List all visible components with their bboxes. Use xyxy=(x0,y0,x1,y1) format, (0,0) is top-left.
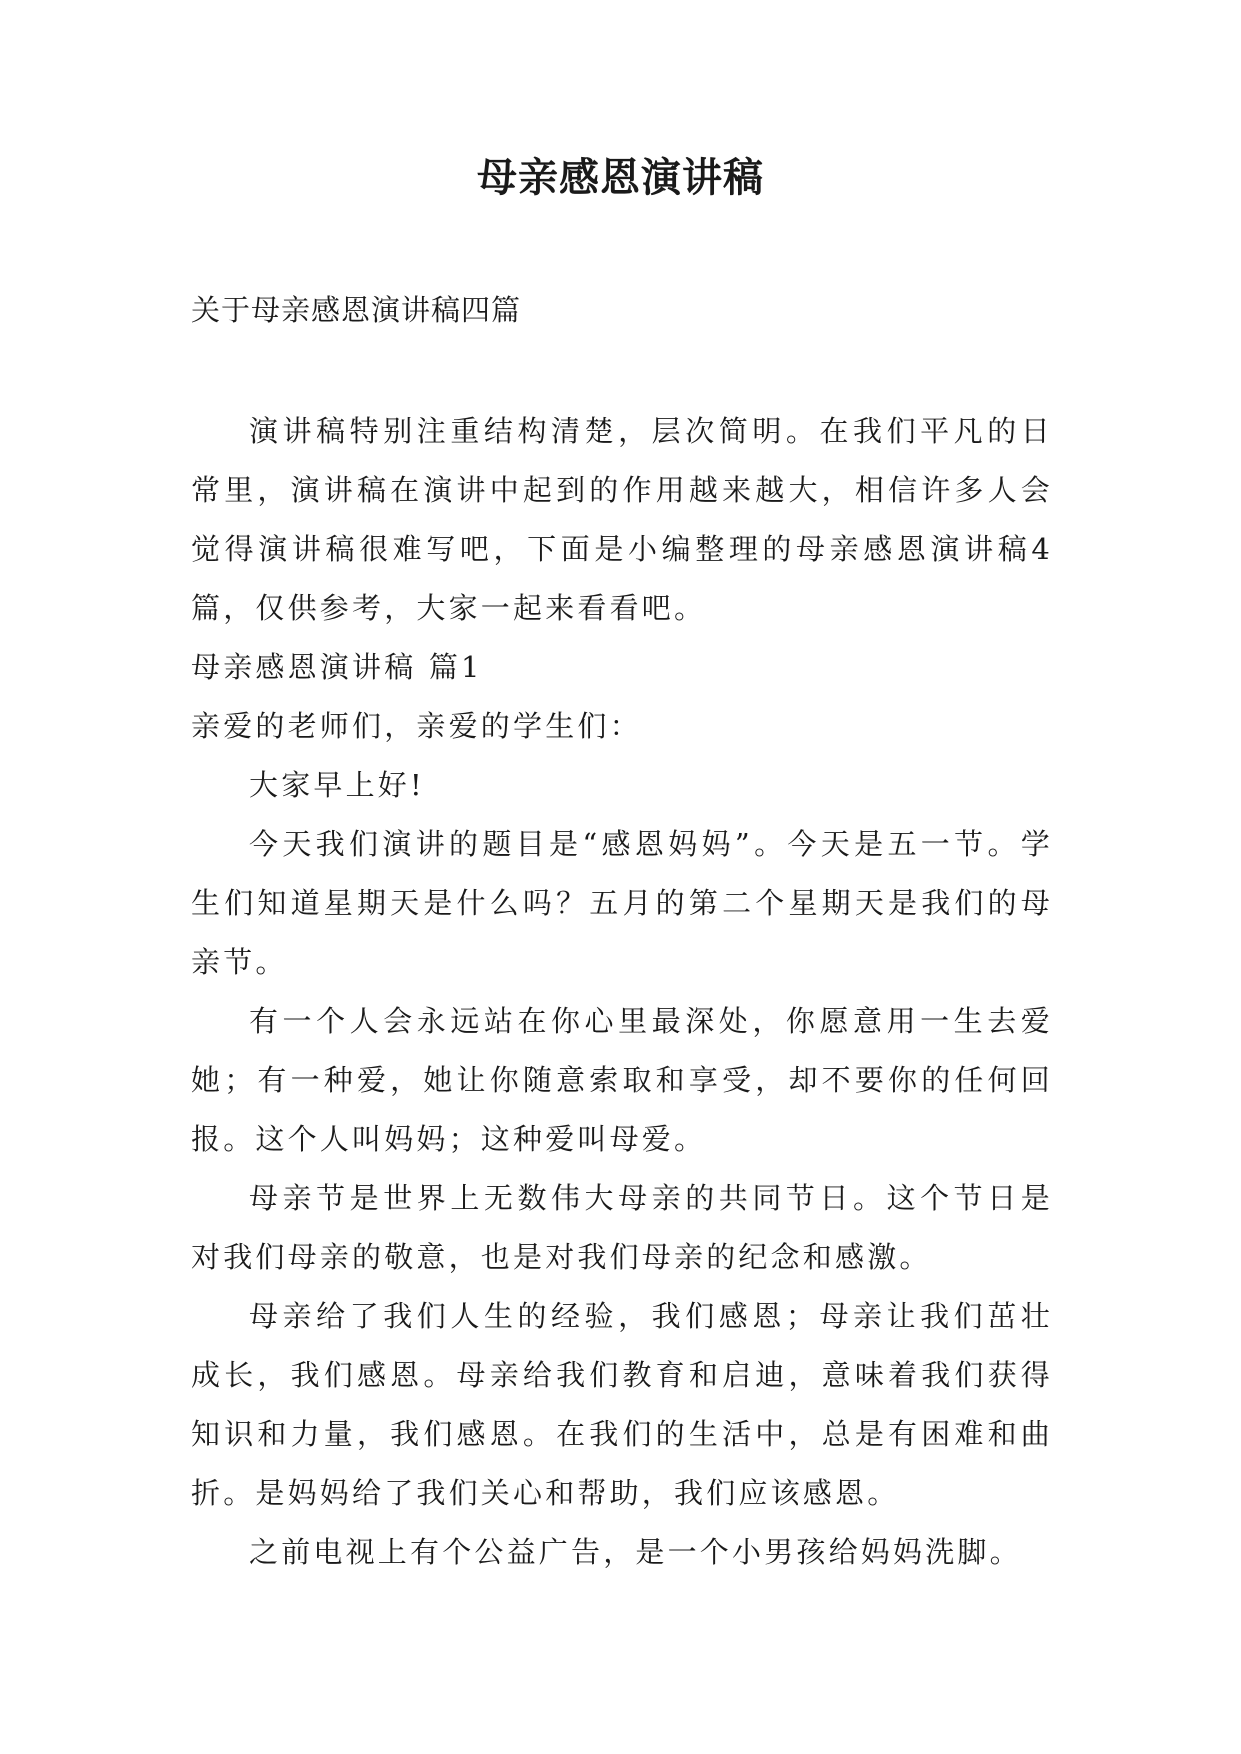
document-body xyxy=(191,402,1053,1582)
body-paragraph: 母亲给了我们人生的经验，我们感恩；母亲让我们茁壮成长，我们感恩。母亲给我们教育和启迪，意味着我们获得知识和力量，我们感恩。在我们的生活中，总是有困难和曲折。是妈妈给了我们关心和帮助，我们应该感恩。 xyxy=(191,1299,1053,1510)
body-paragraph: 今天我们演讲的题目是“感恩妈妈”。今天是五一节。学生们知道星期天是什么吗？五月的第二个星期天是我们的母亲节。 xyxy=(191,827,1053,979)
section-heading: 母亲感恩演讲稿 篇1 xyxy=(191,650,483,684)
body-paragraph: 之前电视上有个公益广告，是一个小男孩给妈妈洗脚。 xyxy=(249,1535,1022,1569)
salutation: 亲爱的老师们，亲爱的学生们： xyxy=(191,709,642,743)
document-subtitle: 关于母亲感恩演讲稿四篇 xyxy=(191,293,522,327)
intro-paragraph: 演讲稿特别注重结构清楚，层次简明。在我们平凡的日常里，演讲稿在演讲中起到的作用越来越大，相信许多人会觉得演讲稿很难写吧，下面是小编整理的母亲感恩演讲稿4篇，仅供参考，大家一起来看看吧。 xyxy=(191,414,1053,625)
body-paragraph: 有一个人会永远站在你心里最深处，你愿意用一生去爱她；有一种爱，她让你随意索取和享受，却不要你的任何回报。这个人叫妈妈；这种爱叫母爱。 xyxy=(191,1004,1053,1156)
document-title: 母亲感恩演讲稿 xyxy=(477,154,764,201)
body-paragraph: 母亲节是世界上无数伟大母亲的共同节日。这个节日是对我们母亲的敬意，也是对我们母亲的纪念和感激。 xyxy=(191,1181,1053,1274)
greeting: 大家早上好! xyxy=(249,768,425,802)
